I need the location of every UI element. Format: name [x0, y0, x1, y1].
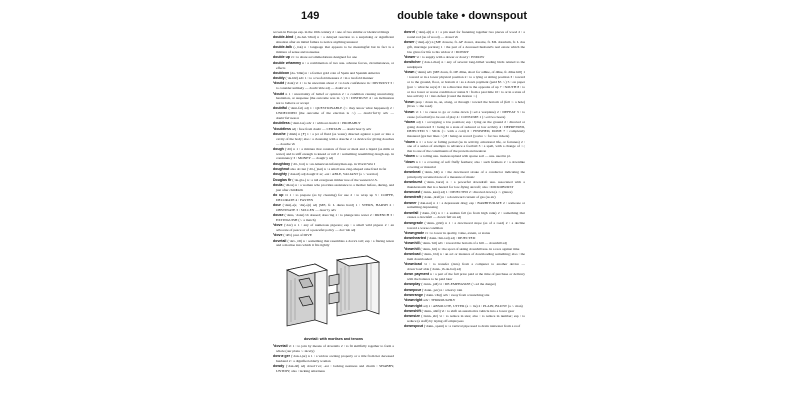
entry-definition: n : a part of the full price paid at the time of purchase or delivery with the balance to be paid later	[407, 272, 525, 282]
dictionary-entry	[273, 203, 394, 213]
entry-definition: n : a rolling usu. treeless upland with sparse soil — usu. used in pl.	[415, 154, 511, 159]
entry-headword: download	[404, 252, 421, 257]
entry-definition: (ˈdə-blē) adv 1 : to a twofold measure 2 : in a twofold manner	[285, 76, 374, 81]
dictionary-entry	[404, 30, 525, 40]
dictionary-entry	[404, 252, 525, 262]
entry-definition: n 1 : a low or falling period (as in activity, emotional life, or fortunes) 2 : one of a series of attempts to advance a football 3 : a spell, with a change of ∼; that is one of the constituents of the protein and neutron	[407, 139, 525, 154]
entry-definition: vt 1 : to prepare (as by cleaning) for use 2 : to wrap up 3 : COIFFE, DECORATE 4 : FASTEN	[276, 193, 394, 202]
entry-definition: (ˈdau̇(-ə)r) n [ME dowere, fr. AF dower, douaire, fr. ML dotarium, fr. L dos gift, marriage portion] 1 : the part of a deceased husband's real estate which the law gives for life to his widow 2 : DOWRY	[407, 40, 525, 54]
entry-definition: (ˈdau̇-nər) n 1 : a depressant drug; esp : BARBITURATE 2 : someone or something depressing	[407, 200, 525, 210]
entry-definition: vt 1 : to cause to go or come down (∼ed a warplane) 2 : DEFEAT 3 : to cause (a football) to be out of play 4 : CONSUME 1 (∼ed two beers)	[407, 109, 525, 119]
entry-definition: (ˈdau̇s, ˈdau̇z) vb doused; dous·ing 1 : to plunge into water 2 : DRENCH 3 : EXTINGUISH (∼ a match)	[276, 213, 394, 222]
entry-definition: n : a combination of two usu. adverse forces, circumstances, or effects	[276, 60, 394, 70]
entry-definition: adv : THOROUGHLY	[423, 298, 456, 303]
entry-headword: dour	[273, 203, 281, 208]
entry-headword: ³down	[404, 109, 415, 114]
entry-definition: (ˈdau̇-i-chər) n : any of several long-billed wading birds related to the sandpipers	[407, 60, 525, 70]
entry-definition: vt : to lower in quality, value, extent, or status	[425, 230, 490, 235]
entry-definition: (ˈdau̇n-ˌplā) vt : DE-EMPHASIZE (∼ed the danger)	[421, 282, 496, 287]
entry-definition: (ˈdau̇n-ˌshift) vi : to shift an automotive vehicle into a lower gear	[421, 308, 515, 313]
entry-definition: (ˈdəv) n 1 : any of numerous pigeons; esp : a small wild pigeon 2 : an advocate of peace or of a peaceful policy — dov·ish adj	[276, 223, 394, 233]
entry-headword: ²doubt	[273, 91, 285, 96]
entry-definition: (ˈdau̇n-ˌbēt) n : the downward stroke of a conductor indicating the principally accented note of a measure of music	[407, 169, 525, 179]
dictionary-entry	[273, 162, 394, 167]
entry-definition: (ˈdau̇n-ˈhär-təd) adj : DEJECTED	[426, 236, 476, 241]
entry-headword: dowdy	[273, 364, 285, 369]
entry-headword: ¹downright	[404, 298, 423, 303]
entry-headword: double whammy	[273, 60, 302, 65]
entry-headword: doula	[273, 182, 283, 187]
entry-definition: (ˈdau̇n-ˈhil) adv : toward the bottom of a hill — downhill adj	[420, 241, 507, 246]
entry-headword: doubly	[273, 76, 285, 81]
entry-headword: ⁵down	[404, 139, 415, 144]
dictionary-entry	[404, 195, 525, 200]
dictionary-entry	[273, 92, 394, 106]
dictionary-entry	[273, 172, 394, 177]
entry-headword: ¹down	[404, 70, 415, 75]
entry-headword: ²download	[404, 262, 422, 267]
entry-definition: (-ˌtȯk) n : language that appears to be meaningful but in fact is a mixture of sense and nonsense	[276, 45, 394, 55]
entry-headword: Douglas fir	[273, 177, 292, 182]
dictionary-entry	[273, 76, 394, 81]
entry-definition: (ˈdōv) past of DIVE	[283, 233, 313, 238]
entry-headword: ²downright	[404, 303, 423, 308]
entry-headword: downfall	[404, 210, 419, 215]
entry-definition: (də-ˈblün) n : a former gold coin of Spain and Spanish America	[290, 70, 380, 75]
entry-definition: (ˈdau̇t) vt 1 : to be uncertain about 2 : to lack confidence in : DISTRUST 3 : to consider unlikely — doubt·able adj — doubt·er n	[276, 81, 394, 91]
entry-headword: downcast	[404, 190, 421, 194]
dictionary-page	[273, 10, 529, 414]
entry-headword: ²dower	[404, 54, 416, 59]
entry-headword: dow·el	[404, 30, 416, 34]
entry-definition: (ˈdau̇-tē) adj dough·ti·er; -est : ABLE, VALIANT (a ∼ warrior)	[287, 172, 379, 177]
entry-headword: ⁷down	[404, 159, 415, 164]
entry-headword: ²downgrade	[404, 230, 425, 235]
entry-headword: ²dovetail	[273, 344, 288, 349]
dovetail-joint-drawing	[279, 250, 387, 332]
entry-definition: (ˈdü-lə) n : a woman who provides assistance to a mother before, during, and just after childbirth	[276, 182, 394, 192]
entry-definition: vt : to transfer (data) from a computer to another device — down·load·able (ˈdau̇n-ˌlō-də-bəl) adj	[407, 262, 525, 271]
page-header	[273, 10, 529, 26]
entry-definition: (ˈdau̇n-ˌkast) adj 1 : DEJECTED 2 : directed down (a ∼ glance)	[421, 190, 513, 194]
dictionary-entry	[273, 239, 394, 249]
dictionary-entry	[404, 236, 525, 241]
entry-headword: douche	[273, 131, 286, 136]
dictionary-entry	[404, 140, 525, 154]
entry-definition: (ˈdau̇t-ləs) adv 1 : without doubt 2 : PROBABLY	[290, 121, 361, 126]
right-column	[404, 30, 525, 414]
page-number: 149	[301, 10, 320, 22]
dictionary-entry	[404, 110, 525, 120]
entry-definition: adj 1 : ABSOLUTE, UTTER (a ∼ lie) 2 : PLAIN, BLUNT (a ∼ man)	[423, 303, 523, 308]
entry-headword: double-bind	[273, 35, 294, 40]
entry-definition: n 1 : uncertainty of belief or opinion 2 : a condition causing uncertainty, hesitation, or suspense (the outcome was in ∼) 3 : DISTRUST 4 : an inclination not to believe or accept	[276, 91, 394, 106]
entry-headword: doughboy	[273, 161, 291, 166]
dictionary-entry	[404, 55, 525, 60]
entry-headword: downpour	[404, 287, 422, 292]
entry-definition: (ˈdəv-ˌtāl) n : something that resembles a dove's tail; esp : a flaring tenon and a mortise into which it fits tightly	[276, 238, 394, 248]
dictionary-entry	[273, 61, 394, 71]
entry-definition: vt : to supply with a dower or dowry : ENDOW	[416, 54, 485, 59]
dictionary-entry	[273, 45, 394, 55]
dictionary-entry	[273, 223, 394, 233]
entry-definition: adj 1 : occupying a low position; esp : lying on the ground 2 : directed or going downward 3 : being in a state of reduced or low activity 4 : DEPRESSED, DEJECTED 5 : SICK (∼ with a cold) 6 : FINISHED, DONE 7 : completely mastered (got her lines ∼) 8 : being on record (you're ∼ for two tickets)	[407, 119, 525, 139]
entry-definition: prep : down in, on, along, or through : toward the bottom of (fell ∼ a hole) (lives ∼ the road)	[407, 99, 525, 109]
dictionary-entry	[273, 121, 394, 126]
dictionary-entry	[404, 272, 525, 282]
left-column	[273, 30, 394, 414]
dictionary-entry	[273, 354, 394, 364]
entry-headword: downshift	[404, 308, 421, 313]
entry-headword: ¹doubt	[273, 81, 285, 86]
entry-definition: (ˈdau̇n-ˌspau̇t) n : a vertical pipe used to drain rainwater from a roof	[423, 324, 521, 329]
dictionary-entry	[273, 106, 394, 120]
entry-headword: dough	[273, 146, 284, 151]
entry-headword: ²down	[404, 99, 415, 104]
entry-definition: (ˈdau̇n-ˌpȯr) n : a heavy rain	[422, 287, 463, 292]
dictionary-entry	[404, 201, 525, 211]
entry-definition: vi : to share accommodations designed for one	[290, 55, 357, 60]
entry-definition: (ˈdə-glə-) n : a tall evergreen timber tree of the western U.S.	[292, 177, 378, 182]
entry-definition: (ˈdau̇n-ˌbərst) n : a powerful downdraft usu. associated with a thunderstorm that is a hazard for low-flying aircraft; also : MICROBURST	[407, 179, 525, 189]
dictionary-entry	[404, 190, 525, 195]
entry-definition: (ˈdau̇(-ə)r, ˈdu̇(-ə)r) adj [ME, fr. L durus hard] 1 : STERN, HARSH 2 : OBSTINATE 3 : SULLEN — dour·ly adv	[276, 203, 394, 212]
entry-definition: (ˈdau̇(-ə)l) n 1 : a pin used for fastening together two pieces of wood 2 : a round rod (as of wood) — dowel vb	[407, 30, 525, 39]
entry-headword: doughnut	[273, 167, 290, 172]
entry-definition: n 1 : a covering of soft fluffy feathers; also : such feathers 2 : a downlike covering or material	[407, 159, 525, 169]
entry-definition: (ˈdau̇n-ˌlōd) n : an act or instance of downloading something; also : the item downloaded	[407, 252, 525, 261]
entry-headword: downbeat	[404, 169, 421, 174]
entry-headword: downsize	[404, 314, 420, 319]
entry-definition: (ˈdau̇n-ˌfȯl) n 1 : a sudden fall (as from high rank) 2 : something that causes a downfall — down·fall·en adj	[407, 210, 525, 220]
entry-headword: ²downhill	[404, 246, 420, 251]
entry-headword: ¹downhill	[404, 241, 420, 246]
entry-definition: (ˈdau̇n-ˈrānj) adv : away from a launching site	[423, 292, 490, 297]
dictionary-entry	[273, 167, 394, 172]
dictionary-entry	[273, 183, 394, 193]
entry-headword: dowitcher	[404, 60, 421, 65]
entry-headword: downer	[404, 200, 417, 205]
dictionary-entry	[404, 120, 525, 139]
entry-headword: doughty	[273, 172, 287, 177]
entry-definition: (ˈdau̇-i-jər) n 1 : a widow owning property or a title from her deceased husband 2 : a dignified elderly woman	[276, 354, 394, 363]
illustration-caption: dovetail: with mortises and tenons	[303, 337, 364, 342]
dictionary-entry	[404, 241, 525, 246]
dictionary-entry	[404, 40, 525, 54]
entry-headword: downspout	[404, 324, 423, 329]
entry-headword: ²doubtless	[273, 126, 291, 131]
dictionary-entry	[273, 127, 394, 132]
dictionary-entry	[273, 30, 394, 35]
entry-headword: dovetail	[273, 238, 287, 243]
dictionary-entry	[273, 233, 394, 238]
entry-headword: dow·a·ger	[273, 354, 290, 359]
dictionary-entry	[404, 60, 525, 70]
entry-headword: douse	[273, 213, 284, 218]
dictionary-entry	[404, 262, 525, 272]
entry-headword: downhearted	[404, 236, 427, 241]
entry-definition: (ˈdau̇-dē) adj dowd·i·er; -est : lacking neatness and charm : SHABBY, UNTIDY; also : lacking smartness	[276, 364, 394, 374]
entry-headword: doubtful	[273, 106, 288, 111]
dictionary-entry	[273, 81, 394, 91]
dictionary-entry	[404, 221, 525, 231]
dictionary-entry	[404, 70, 525, 99]
entry-headword: double-talk	[273, 45, 292, 50]
dictionary-entry	[404, 298, 525, 303]
dictionary-entry	[404, 100, 525, 110]
entry-headword: doubloon	[273, 70, 290, 75]
dictionary-entry	[404, 247, 525, 252]
entry-definition: (ˈdau̇n) adv [ME doun, fr. OE dūne, short for adūne, of dūne, fr. dūne hill] 1 : toward or in a lower physical position 2 : to a lying or sitting position 3 : toward or to the ground, floor, or bottom 4 : as a down payment (paid $5 ∼) 5 : on paper (put ∼ what he says) 6 : in a direction that is the opposite of up 7 : SOUTH 8 : to or in a lower or worse condition or status 9 : from a past time 10 : to or in a state of less activity 11 : into defeat (voted the motion ∼)	[407, 70, 525, 99]
entry-definition: (ˈdau̇n-ˌgrād) n 1 : a downward slope (as of a road) 2 : a decline toward a worse condition	[407, 220, 525, 230]
entry-headword: downburst	[404, 179, 423, 184]
dictionary-entry	[404, 211, 525, 221]
dictionary-entry	[404, 180, 525, 190]
entry-headword: ⁴down	[404, 119, 416, 124]
entry-headword: downgrade	[404, 220, 423, 225]
dictionary-entry	[404, 304, 525, 309]
dictionary-entry	[273, 35, 394, 45]
dictionary-entry	[273, 344, 394, 354]
dictionary-entry	[273, 213, 394, 223]
entry-headword: ¹dove	[273, 223, 283, 228]
dictionary-entry	[404, 288, 525, 293]
dictionary-entry	[404, 282, 525, 287]
entry-headword: doubtless	[273, 121, 290, 126]
entry-definition: (ˈdō-ˌbȯi) n : an American infantryman esp. in World War I	[291, 161, 376, 166]
dictionary-entry	[273, 132, 394, 146]
dictionary-entry	[404, 309, 525, 314]
entry-definition: woven in Europe esp. in the 16th century 2 : one of two similar or identical things	[273, 30, 390, 34]
entry-headword: do up	[273, 193, 284, 197]
dictionary-entry	[273, 71, 394, 76]
dictionary-entry	[273, 193, 394, 203]
entry-headword: down payment	[404, 272, 430, 277]
entry-definition: (ˈdō) n 1 : a mixture that consists of flour or meal and a liquid (as milk or water) and is stiff enough to knead or roll 2 : something resembling dough esp. in consistency 3 : MONEY — dough·y adj	[276, 146, 394, 161]
dictionary-entry	[273, 55, 394, 60]
guide-words: double take • downspout	[397, 10, 527, 22]
entry-headword: dower	[404, 40, 415, 45]
dictionary-entry	[273, 364, 394, 374]
dictionary-entry	[404, 170, 525, 180]
dictionary-entry	[273, 147, 394, 161]
entry-definition: (ˈdau̇n-ˌhil) n : the sport of skiing downhill usu. in a race against time	[420, 246, 520, 251]
entry-definition: (ˈdau̇n-ˌsīz) vt : to reduce in size; also : to reduce in number; esp : to reduce (a staff) by laying off employees	[407, 314, 525, 323]
entry-definition: vt 1 : to join by means of dovetails 2 : to fit skillfully together to form a whole (our plans ∼ nicely)	[276, 344, 394, 353]
entry-headword: double up	[273, 55, 290, 60]
dictionary-entry	[404, 154, 525, 159]
entry-headword: ²dove	[273, 233, 283, 238]
dictionary-entry	[404, 231, 525, 236]
entry-definition: (ˈdau̇t-fəl) adj 1 : QUESTIONABLE (∼ they know what happened) 2 : UNDECIDED (the outcome of the election is ∼) — doubt·ful·ly adv — doubt·ful·ness n	[276, 106, 394, 121]
entry-definition: (ˈdüsh) n [F] 1 : a jet of fluid (as water) directed against a part or into a cavity of the body; also : a cleansing with a douche 2 : a device for giving douches — douche vb	[276, 131, 394, 146]
entry-definition: also do·nut (ˈdō-(ˌ)nət) n : a small usu. ring-shaped cake fried in fat	[290, 167, 387, 172]
dictionary-entry	[404, 324, 525, 329]
dictionary-entry	[404, 314, 525, 324]
entry-definition: (ˈdau̇n-ˌdraft) n : a downward current of gas (as air)	[422, 195, 496, 200]
dictionary-entry	[404, 160, 525, 170]
entry-headword: downdraft	[404, 195, 422, 200]
entry-headword: downrange	[404, 292, 423, 297]
entry-definition: adj : free from doubt — CERTAIN — doubt·less·ly adv	[291, 126, 372, 131]
dovetail-illustration	[273, 250, 394, 336]
entry-headword: downplay	[404, 282, 421, 287]
entry-definition: (ˌdə-bəl-ˈbīnd) n : a delayed reaction to a surprising or significant situation after an initial failure to notice anything unusual	[276, 35, 394, 45]
dictionary-entry	[273, 178, 394, 183]
entry-headword: ⁶down	[404, 154, 415, 159]
dictionary-entry	[404, 293, 525, 298]
